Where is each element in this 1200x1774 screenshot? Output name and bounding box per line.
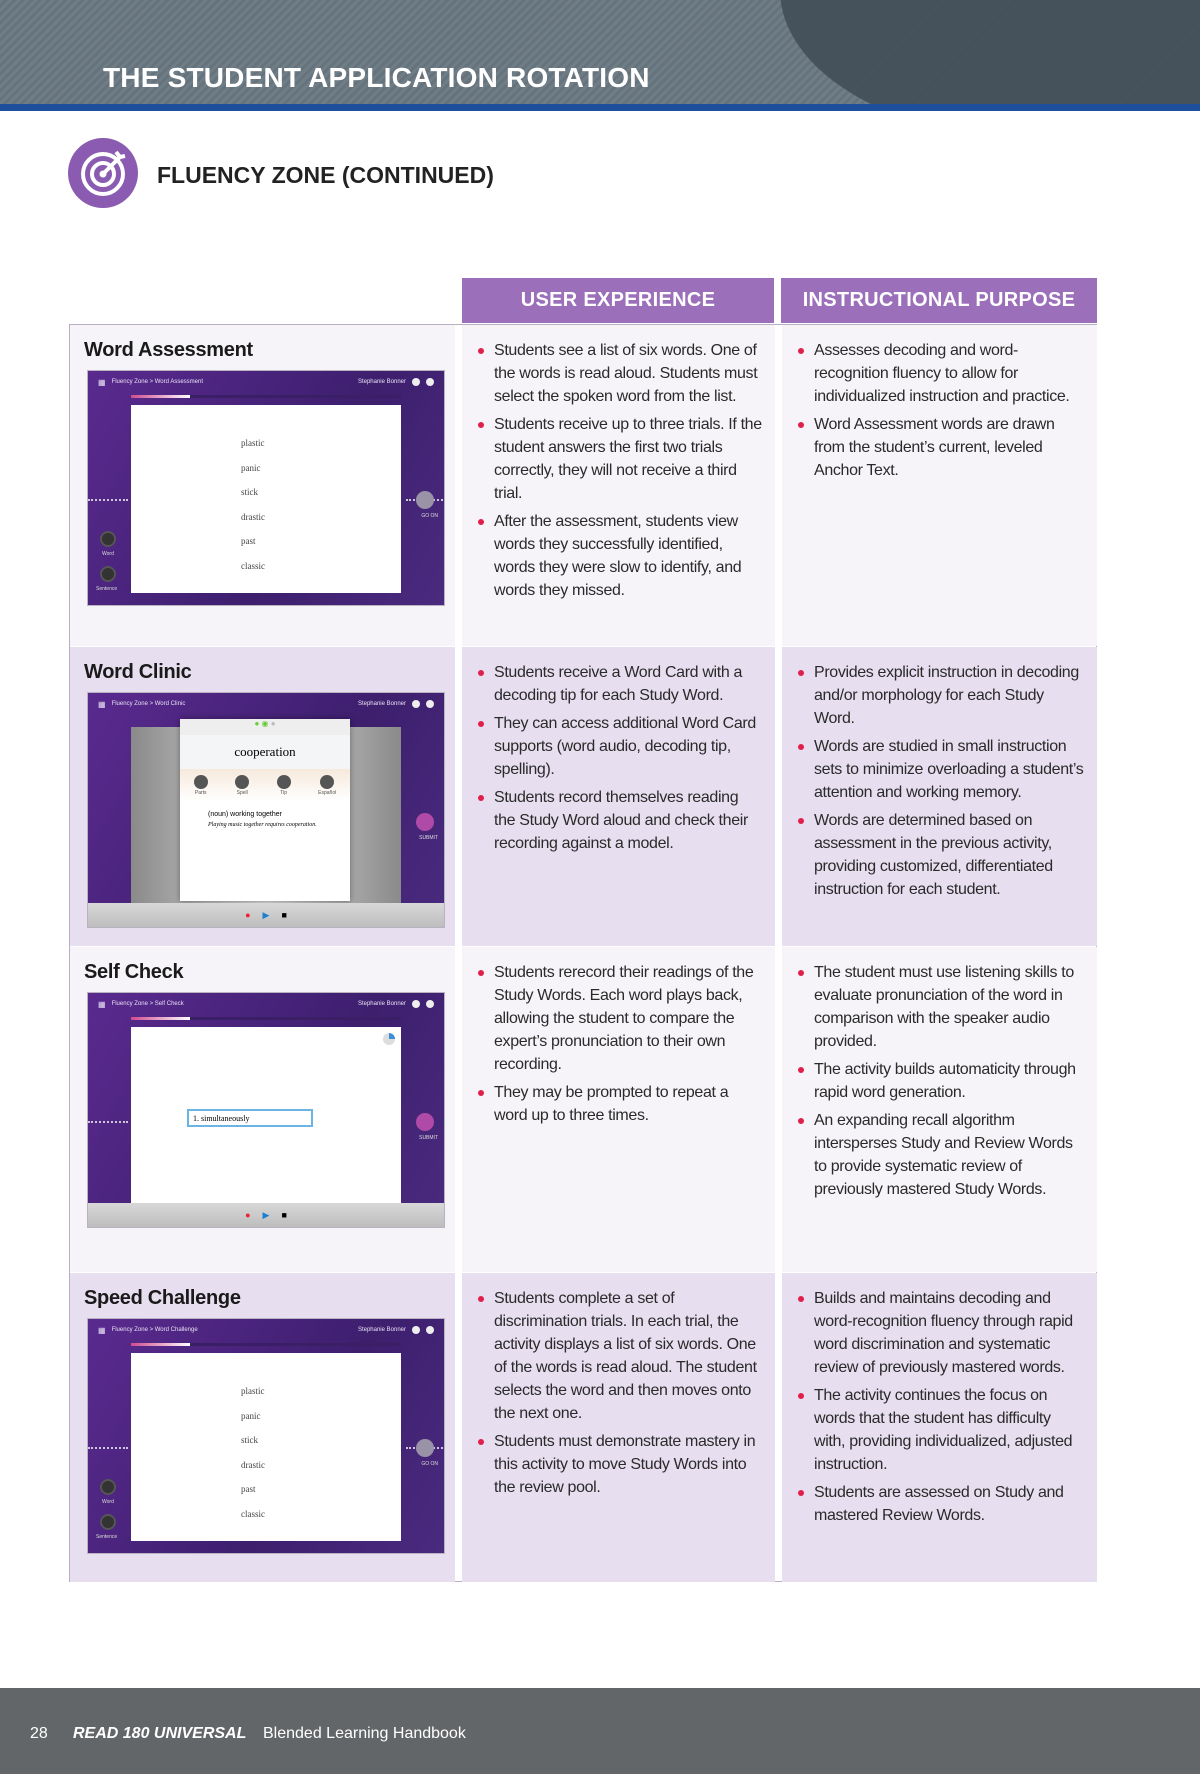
- word-option[interactable]: classic: [241, 1508, 265, 1519]
- activity-title: Self Check: [84, 961, 184, 983]
- sentence-audio-label: Sentence: [96, 586, 118, 592]
- bullet-item: Builds and maintains decoding and word-recognition fluency through rapid word discrimination and systematic review of previously mastered words.: [796, 1287, 1085, 1379]
- word-audio-button[interactable]: [100, 531, 116, 547]
- app-screenshot: [87, 370, 445, 606]
- header-band: [0, 0, 1200, 106]
- timer-icon: [383, 1033, 395, 1045]
- go-on-label: GO ON: [421, 1461, 438, 1467]
- bullet-item: Words are determined based on assessment in the previous activity, providing customized, differentiated instruction for each student.: [796, 809, 1085, 901]
- row-3-activity: [70, 1273, 455, 1582]
- dotted-line: [88, 1121, 128, 1123]
- app-topbar: [88, 1319, 444, 1341]
- word-option[interactable]: panic: [241, 462, 261, 473]
- word-card: [131, 1353, 401, 1541]
- help-icon[interactable]: [412, 700, 420, 708]
- activity-title: Speed Challenge: [84, 1287, 241, 1309]
- answer-input[interactable]: 1. simultaneously: [187, 1109, 313, 1127]
- definition: (noun) working together: [208, 811, 282, 818]
- tool-label: Tip: [280, 789, 288, 796]
- close-icon[interactable]: [426, 378, 434, 386]
- bullet-item: Students complete a set of discrimination trials. In each trial, the activity displays a list of six words. One of the words is read aloud. The student selects the word and then moves onto the next one.: [476, 1287, 763, 1425]
- row-0-instructional-purpose: [782, 325, 1097, 646]
- word-audio-label: Word: [102, 1499, 114, 1505]
- word-option[interactable]: classic: [241, 560, 265, 571]
- row-3-user-experience: [462, 1273, 775, 1582]
- bullet-item: Word Assessment words are drawn from the student’s current, leveled Anchor Text.: [796, 413, 1085, 482]
- feature-table: [69, 324, 1097, 1582]
- help-icon[interactable]: [412, 1326, 420, 1334]
- row-2-user-experience: [462, 947, 775, 1272]
- tool-label: Spell: [236, 789, 248, 796]
- app-topbar: [88, 693, 444, 715]
- grid-menu-icon[interactable]: ▦: [98, 999, 106, 1009]
- stop-icon[interactable]: ■: [281, 910, 287, 920]
- bullet-item: The student must use listening skills to evaluate pronunciation of the word in comparison with the speaker audio provided.: [796, 961, 1085, 1053]
- tool-button[interactable]: [194, 775, 208, 796]
- word-card: [131, 405, 401, 593]
- row-1-activity: [70, 647, 455, 946]
- go-on-label: GO ON: [421, 513, 438, 519]
- page-header-title: THE STUDENT APPLICATION ROTATION: [103, 62, 650, 93]
- bullet-item: Words are studied in small instruction sets to minimize overloading a student’s attention and working memory.: [796, 735, 1085, 804]
- close-icon[interactable]: [426, 1000, 434, 1008]
- submit-button[interactable]: [416, 1113, 434, 1131]
- app-user-name: Stephanie Bonner: [357, 701, 406, 707]
- row-0-activity: [70, 325, 455, 646]
- word-card: [131, 1027, 401, 1203]
- submit-button[interactable]: [416, 813, 434, 831]
- bullet-item: An expanding recall algorithm intersperses Study and Review Words to provide systematic review of previously mastered Study Words.: [796, 1109, 1085, 1201]
- target-icon: [68, 138, 138, 208]
- bullet-item: Students are assessed on Study and mastered Review Words.: [796, 1481, 1085, 1527]
- submit-label: SUBMIT: [419, 1135, 438, 1141]
- header-divider: [0, 104, 1200, 111]
- app-screenshot: [87, 992, 445, 1228]
- footer-brand: READ 180 UNIVERSAL: [73, 1725, 247, 1742]
- word-option[interactable]: stick: [241, 1435, 258, 1445]
- app-breadcrumb: Fluency Zone > Word Clinic: [111, 701, 186, 707]
- bullet-item: The activity builds automaticity through rapid word generation.: [796, 1058, 1085, 1104]
- help-icon[interactable]: [412, 1000, 420, 1008]
- progress-bar: [131, 1343, 401, 1346]
- bullet-item: After the assessment, students view words they successfully identified, words they were slow to identify, and words they missed.: [476, 510, 763, 602]
- bullet-item: They can access additional Word Card supports (word audio, decoding tip, spelling).: [476, 712, 763, 781]
- word-card: [180, 719, 350, 901]
- bullet-item: Students see a list of six words. One of the words is read aloud. Students must select the spoken word from the list.: [476, 339, 763, 408]
- grid-menu-icon[interactable]: ▦: [98, 699, 106, 709]
- microphone-icon[interactable]: ●: [245, 1210, 251, 1220]
- bullet-item: Students must demonstrate mastery in this activity to move Study Words into the review pool.: [476, 1430, 763, 1499]
- bullet-item: Students receive a Word Card with a decoding tip for each Study Word.: [476, 661, 763, 707]
- close-icon[interactable]: [426, 700, 434, 708]
- word-option[interactable]: past: [241, 536, 256, 546]
- page-footer: [0, 1688, 1200, 1774]
- progress-bar: [131, 395, 401, 398]
- page-number: 28: [30, 1725, 48, 1742]
- activity-title: Word Clinic: [84, 661, 192, 683]
- app-breadcrumb: Fluency Zone > Self Check: [111, 1001, 184, 1007]
- word-audio-label: Word: [102, 551, 114, 557]
- dotted-line: [88, 499, 128, 501]
- go-on-button[interactable]: [416, 491, 434, 509]
- play-icon[interactable]: ▶: [262, 909, 270, 920]
- grid-menu-icon[interactable]: ▦: [98, 377, 106, 387]
- app-breadcrumb: Fluency Zone > Word Challenge: [111, 1327, 198, 1333]
- tool-button[interactable]: [235, 775, 249, 796]
- footer-title: Blended Learning Handbook: [263, 1725, 466, 1742]
- row-1-user-experience: [462, 647, 775, 946]
- bullet-item: Students record themselves reading the Study Word aloud and check their recording against a model.: [476, 786, 763, 855]
- bullet-item: Students rerecord their readings of the Study Words. Each word plays back, allowing the student to compare the expert’s pronunciation to their own recording.: [476, 961, 763, 1076]
- app-breadcrumb: Fluency Zone > Word Assessment: [111, 379, 203, 385]
- row-3-instructional-purpose: [782, 1273, 1097, 1582]
- sentence-audio-button[interactable]: [100, 566, 116, 582]
- sentence-audio-button[interactable]: [100, 1514, 116, 1530]
- recorder-bar: [88, 1203, 444, 1227]
- word-option[interactable]: stick: [241, 487, 258, 497]
- progress-bar: [131, 1017, 401, 1020]
- sentence-audio-label: Sentence: [96, 1534, 118, 1540]
- dotted-line: [88, 1447, 128, 1449]
- column-header-instructional-purpose: INSTRUCTIONAL PURPOSE: [781, 278, 1097, 323]
- row-2-activity: [70, 947, 455, 1272]
- tool-button[interactable]: [318, 775, 336, 796]
- app-user-name: Stephanie Bonner: [357, 1327, 406, 1333]
- app-user-name: Stephanie Bonner: [357, 1001, 406, 1007]
- tool-label: Español: [318, 789, 337, 796]
- play-icon[interactable]: ▶: [262, 1209, 270, 1220]
- word-option[interactable]: drastic: [241, 511, 265, 522]
- bullet-item: Students receive up to three trials. If the student answers the first two trials correctly, they will not receive a third trial.: [476, 413, 763, 505]
- word-option[interactable]: drastic: [241, 1459, 265, 1470]
- tool-button[interactable]: [277, 775, 291, 796]
- row-1-instructional-purpose: [782, 647, 1097, 946]
- stop-icon[interactable]: ■: [281, 1210, 287, 1220]
- tool-label: Parts: [194, 789, 207, 796]
- bullet-item: Assesses decoding and word-recognition fluency to allow for individualized instruction and practice.: [796, 339, 1085, 408]
- help-icon[interactable]: [412, 378, 420, 386]
- section-title: FLUENCY ZONE (CONTINUED): [157, 162, 494, 188]
- app-screenshot: [87, 1318, 445, 1554]
- app-topbar: [88, 371, 444, 393]
- column-header-user-experience: USER EXPERIENCE: [462, 278, 774, 323]
- bullet-item: Provides explicit instruction in decoding and/or morphology for each Study Word.: [796, 661, 1085, 730]
- card-step-dots: ● ◉ ●: [180, 719, 350, 735]
- activity-title: Word Assessment: [84, 339, 253, 361]
- example-sentence: Playing music together requires cooperation.: [208, 822, 317, 828]
- study-word: cooperation: [180, 735, 350, 769]
- bullet-item: They may be prompted to repeat a word up to three times.: [476, 1081, 763, 1127]
- bullet-item: The activity continues the focus on words that the student has difficulty with, providing individualized, adjusted instruction.: [796, 1384, 1085, 1476]
- word-audio-button[interactable]: [100, 1479, 116, 1495]
- word-option[interactable]: plastic: [241, 438, 265, 448]
- word-option[interactable]: panic: [241, 1410, 261, 1421]
- app-topbar: [88, 993, 444, 1015]
- app-user-name: Stephanie Bonner: [357, 379, 406, 385]
- row-0-user-experience: [462, 325, 775, 646]
- submit-label: SUBMIT: [419, 835, 438, 841]
- recorder-bar: [88, 903, 444, 927]
- word-option[interactable]: plastic: [241, 1386, 265, 1396]
- word-option[interactable]: past: [241, 1484, 256, 1494]
- microphone-icon[interactable]: ●: [245, 910, 251, 920]
- grid-menu-icon[interactable]: ▦: [98, 1325, 106, 1335]
- go-on-button[interactable]: [416, 1439, 434, 1457]
- app-screenshot: [87, 692, 445, 928]
- close-icon[interactable]: [426, 1326, 434, 1334]
- row-2-instructional-purpose: [782, 947, 1097, 1272]
